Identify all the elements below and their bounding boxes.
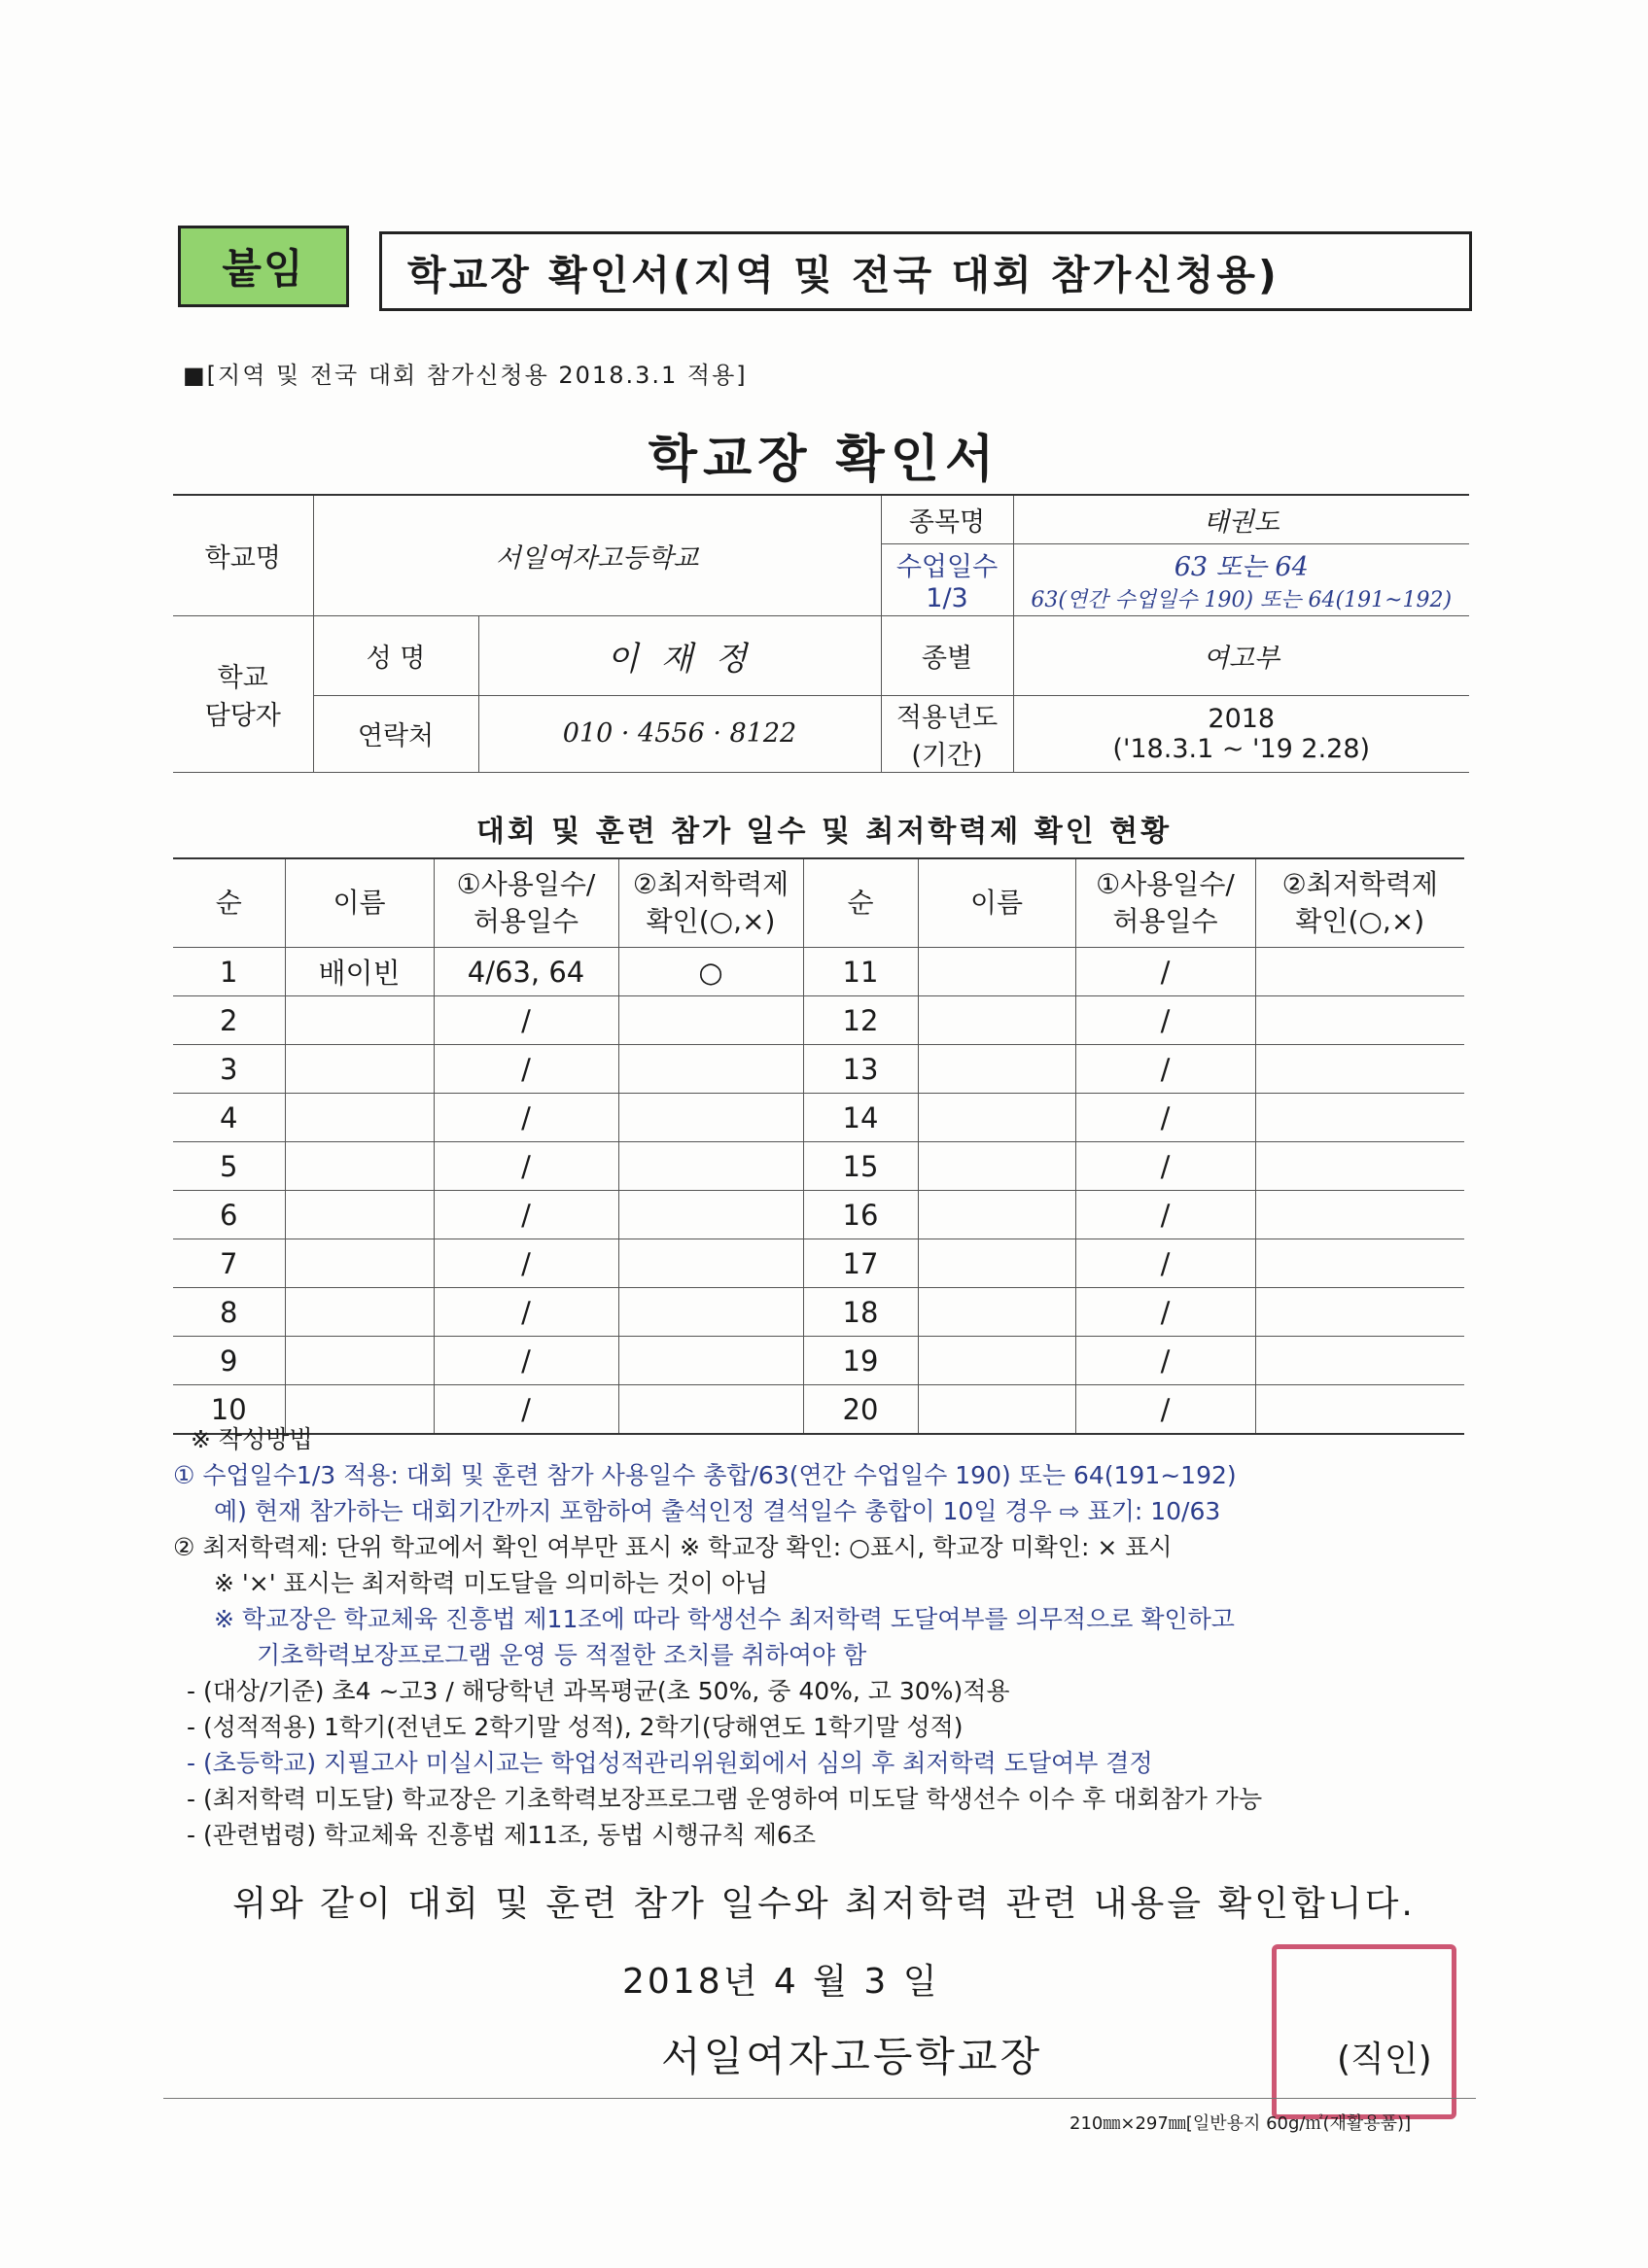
issue-date: 2018년 4 월 3 일 [622,1962,940,2002]
row-name [918,996,1075,1045]
paper-spec-note: 210㎜×297㎜[일반용지 60g/㎡(재활용품)] [1069,2113,1412,2134]
header-days-left-l2: 허용일수 [473,905,579,937]
header-days-right-l1: ①사용일수/ [1096,868,1235,900]
row-check [1255,996,1464,1045]
row-check [618,1045,803,1094]
row-days: / [434,996,618,1045]
note-3: ※ '×' 표시는 최저학력 미도달을 의미하는 것이 아님 [214,1569,769,1597]
main-title: 학교장 확인서 [648,431,1000,489]
row-no: 11 [803,948,918,996]
row-no: 10 [173,1385,285,1435]
row-name [918,1288,1075,1337]
row-no: 12 [803,996,918,1045]
header-check-left-l2: 확인(○,×) [646,905,776,937]
row-name [285,1094,434,1142]
days-label [881,543,1013,615]
row-days: / [434,1094,618,1142]
row-check [1255,1191,1464,1239]
row-no: 9 [173,1337,285,1385]
confirmation-statement: 위와 같이 대회 및 훈련 참가 일수와 최저학력 관련 내용을 확인합니다. [232,1884,1416,1924]
attachment-tag [178,226,349,307]
staff-label [173,615,313,772]
note-1: ① 수업일수1/3 적용: 대회 및 훈련 참가 사용일수 총합/63(연간 수업일수 190) 또는 64(191~192) [173,1461,1237,1489]
row-name [918,1142,1075,1191]
seal-label: (직인) [1337,2040,1432,2079]
header-check-right-l1: ②최저학력제 [1281,868,1438,900]
event-value: 태권도 [1013,495,1469,543]
principal-signature-line: 서일여자고등학교장 [661,2033,1043,2080]
footer-divider [163,2098,1476,2099]
row-name [285,1239,434,1288]
row-days: / [1075,1142,1255,1191]
row-days: / [1075,1094,1255,1142]
row-no: 2 [173,996,285,1045]
header-check-left-l1: ②최저학력제 [632,868,789,900]
form-subheading: ■[지역 및 전국 대회 참가신청용 2018.3.1 적용] [183,362,748,389]
days-value-line2: 63(연간 수업일수 190) 또는 64(191~192) [1031,588,1453,612]
row-name [285,1045,434,1094]
row-name [918,1239,1075,1288]
note-9: - (관련법령) 학교체육 진흥법 제11조, 동법 시행규칙 제6조 [187,1821,816,1849]
contact-label: 연락처 [313,695,478,772]
row-no: 18 [803,1288,918,1337]
header-name-left: 이름 [285,858,434,948]
row-no: 20 [803,1385,918,1435]
row-check [1255,1337,1464,1385]
row-name [285,996,434,1045]
table-row [173,1142,1464,1191]
table-row [173,1045,1464,1094]
table-row [173,1239,1464,1288]
row-name [918,948,1075,996]
row-name [285,1142,434,1191]
instructions-heading: ※ 작성방법 [191,1425,313,1453]
row-no: 14 [803,1094,918,1142]
note-7: - (초등학교) 지필고사 미실시교는 학업성적관리위원회에서 심의 후 최저학력 도달여부 결정 [187,1749,1153,1777]
row-name [285,1191,434,1239]
row-name [918,1191,1075,1239]
row-check [1255,948,1464,996]
row-days: / [434,1337,618,1385]
note-6: - (성적적용) 1학기(전년도 2학기말 성적), 2학기(당해연도 1학기말 성적) [187,1713,964,1741]
note-1-example: 예) 현재 참가하는 대회기간까지 포함하여 출석인정 결석일수 총합이 10일 경우 ⇨ 표기: 10/63 [214,1497,1221,1525]
contact-value: 010 · 4556 · 8122 [478,695,881,772]
header-no-left: 순 [173,858,285,948]
row-name [285,1288,434,1337]
row-check [618,1142,803,1191]
document-title: 학교장 확인서(지역 및 전국 대회 참가신청용) [407,251,1280,298]
header-days-left [434,858,618,948]
row-no: 13 [803,1045,918,1094]
note-4: ※ 학교장은 학교체육 진흥법 제11조에 따라 학생선수 최저학력 도달여부를 의무적으로 확인하고 [214,1605,1235,1633]
year-value-line1: 2018 [1208,703,1276,734]
year-label-line1: 적용년도 [895,702,999,733]
section-title: 대회 및 훈련 참가 일수 및 최저학력제 확인 현황 [475,815,1173,849]
row-days: / [1075,1045,1255,1094]
table-row [173,1191,1464,1239]
row-check [618,996,803,1045]
table-row [173,1288,1464,1337]
roster-table [173,857,1464,1435]
row-check [618,1094,803,1142]
row-days: / [434,1045,618,1094]
row-name [918,1337,1075,1385]
row-check [618,1191,803,1239]
roster-header-row [173,858,1464,948]
row-check [618,1288,803,1337]
row-name [918,1045,1075,1094]
row-check [1255,1045,1464,1094]
row-days: / [434,1142,618,1191]
row-name [285,1337,434,1385]
year-label [881,695,1013,772]
year-label-line2: (기간) [911,740,983,771]
header-check-right [1255,858,1464,948]
staff-label-line1: 학교 [217,662,268,693]
days-label-line2: 1/3 [926,583,968,613]
instructions [173,1421,1476,1853]
days-value-line1: 63 또는 64 [1174,552,1309,582]
row-no: 15 [803,1142,918,1191]
document-title-box [379,231,1472,311]
row-no: 19 [803,1337,918,1385]
row-no: 1 [173,948,285,996]
row-check [1255,1094,1464,1142]
category-value: 여고부 [1013,615,1469,695]
header-check-left [618,858,803,948]
note-8: - (최저학력 미도달) 학교장은 기초학력보장프로그램 운영하여 미도달 학생선수 이수 후 대회참가 가능 [187,1785,1263,1813]
year-value [1013,695,1469,772]
row-no: 8 [173,1288,285,1337]
header-days-right [1075,858,1255,948]
row-no: 17 [803,1239,918,1288]
row-no: 5 [173,1142,285,1191]
info-table [173,494,1469,773]
row-check [1255,1239,1464,1288]
row-days: / [434,1239,618,1288]
table-row [173,1094,1464,1142]
row-name [918,1094,1075,1142]
table-row [173,948,1464,996]
table-row [173,1337,1464,1385]
school-label: 학교명 [173,495,313,615]
note-5: - (대상/기준) 초4 ~고3 / 해당학년 과목평균(초 50%, 중 40%, 고 30%)적용 [187,1677,1010,1705]
row-days: / [434,1385,618,1435]
row-days: / [1075,1385,1255,1435]
attachment-tag-label: 붙임 [222,245,305,293]
name-label: 성 명 [313,615,478,695]
header-check-right-l2: 확인(○,×) [1295,905,1425,937]
row-days: / [1075,1191,1255,1239]
row-check [618,1337,803,1385]
row-check [618,1239,803,1288]
table-row [173,996,1464,1045]
note-4-continued: 기초학력보장프로그램 운영 등 적절한 조치를 취하여야 함 [257,1641,867,1669]
row-days: / [434,1191,618,1239]
days-value [1013,543,1469,615]
year-value-line2: ('18.3.1 ~ '19 2.28) [1112,733,1371,764]
row-no: 3 [173,1045,285,1094]
staff-label-line2: 담당자 [204,700,281,731]
row-no: 4 [173,1094,285,1142]
name-value: 이 재 정 [478,615,881,695]
header-name-right: 이름 [918,858,1075,948]
row-days: / [1075,1288,1255,1337]
row-days: / [1075,948,1255,996]
days-label-line1: 수업일수 [895,552,999,582]
note-2: ② 최저학력제: 단위 학교에서 확인 여부만 표시 ※ 학교장 확인: ○표시, 학교장 미확인: × 표시 [173,1533,1173,1561]
row-days: 4/63, 64 [434,948,618,996]
row-no: 16 [803,1191,918,1239]
header-no-right: 순 [803,858,918,948]
row-check [1255,1288,1464,1337]
header-days-left-l1: ①사용일수/ [456,868,596,900]
row-days: / [1075,1239,1255,1288]
row-check: ○ [618,948,803,996]
row-days: / [434,1288,618,1337]
school-value: 서일여자고등학교 [313,495,881,615]
row-days: / [1075,996,1255,1045]
row-check [1255,1142,1464,1191]
header-days-right-l2: 허용일수 [1112,905,1218,937]
row-no: 7 [173,1239,285,1288]
category-label: 종별 [881,615,1013,695]
event-label: 종목명 [881,495,1013,543]
row-days: / [1075,1337,1255,1385]
row-name: 배이빈 [285,948,434,996]
row-no: 6 [173,1191,285,1239]
